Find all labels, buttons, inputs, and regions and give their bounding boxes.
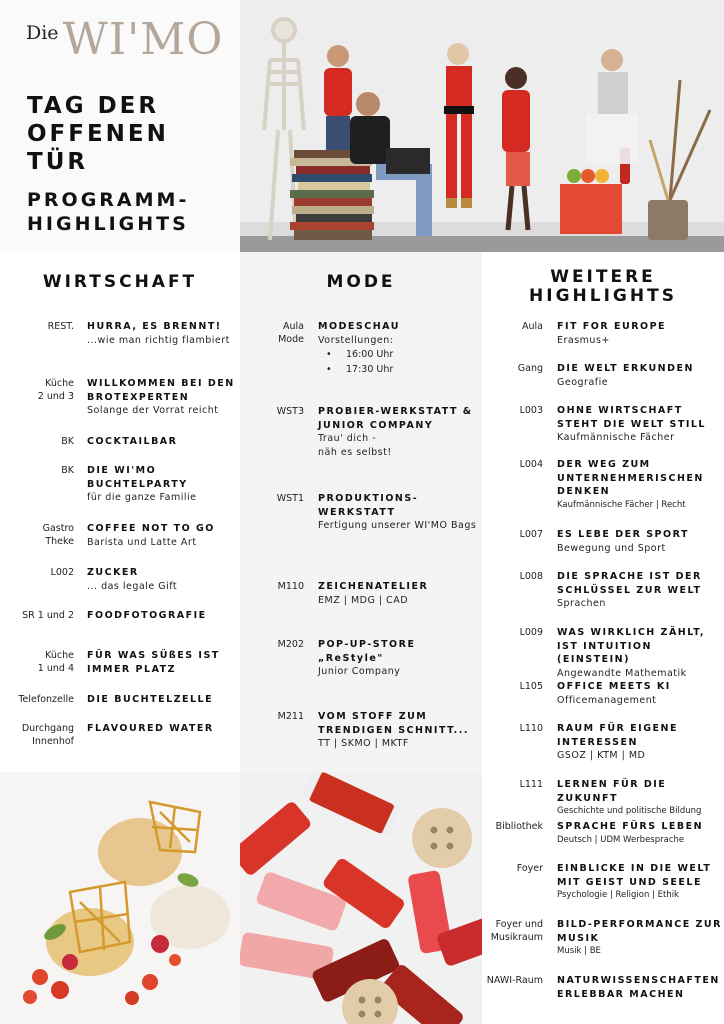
room-label: BK (61, 436, 74, 447)
program-entry (482, 680, 722, 707)
program-entry (482, 320, 722, 347)
column-weitere-highlights (482, 252, 724, 1024)
room-label: Gastro Theke (42, 523, 74, 547)
program-entry (0, 435, 238, 449)
program-entry (240, 492, 480, 533)
room-label: L003 (519, 405, 543, 416)
program-entry (482, 918, 722, 958)
thread-spools-photo (240, 772, 482, 1024)
room-label: M211 (277, 711, 304, 722)
entry-subtitle: ...wie man richtig flambiert (87, 334, 230, 346)
room-label: WST1 (276, 493, 304, 504)
entry-title: WILLKOMMEN BEI DEN BROTEXPERTEN (87, 378, 235, 403)
entry-subtitle: Junior Company (318, 666, 401, 677)
room-label: REST. (47, 321, 74, 332)
room-label: M202 (277, 639, 304, 650)
entry-subtitle: Vorstellungen: (318, 334, 394, 346)
title-line: TÜR (27, 149, 89, 175)
program-entry (0, 693, 238, 707)
column-wirtschaft (0, 252, 240, 772)
program-entry (0, 609, 238, 623)
dessert-photo (0, 772, 240, 1024)
entry-subtitle: Erasmus+ (557, 334, 610, 346)
entry-subtitle: für die ganze Familie (87, 492, 197, 503)
room-label: Küche 2 und 3 (37, 378, 74, 402)
room-label: L002 (50, 567, 74, 578)
program-entry (482, 404, 722, 445)
entry-title: DIE SPRACHE IST DER SCHLÜSSEL ZUR WELT (557, 571, 702, 596)
wimo-logo (26, 14, 223, 66)
entry-subtitle: Geografie (557, 376, 609, 388)
hero-photo (240, 0, 724, 252)
program-entry (482, 974, 722, 1001)
showtime: • 17:30 Uhr (318, 362, 480, 377)
entry-subtitle: Solange der Vorrat reicht (87, 405, 219, 416)
room-label: Aula (522, 321, 543, 332)
program-entry (482, 722, 722, 763)
room-label: SR 1 und 2 (22, 610, 74, 621)
entry-title: POP-UP-STORE „ReStyle" (318, 639, 416, 664)
entry-title: WAS WIRKLICH ZÄHLT, IST INTUITION (EINSTEIN) (557, 627, 705, 665)
entry-title: RAUM FÜR EIGENE INTERESSEN (557, 723, 678, 748)
room-label: M110 (277, 581, 304, 592)
entry-title: EINBLICKE IN DIE WELT MIT GEIST UND SEELE (557, 863, 712, 888)
entry-title: LERNEN FÜR DIE ZUKUNFT (557, 779, 667, 804)
room-label: Foyer und Musikraum (490, 919, 543, 943)
room-label: L009 (519, 627, 543, 638)
heading-line: WEITERE (550, 267, 656, 287)
entry-subtitle: Barista und Latte Art (87, 536, 197, 548)
room-label: L007 (519, 529, 543, 540)
program-entry (482, 862, 722, 902)
entry-title: ZEICHENATELIER (318, 581, 429, 592)
program-entry (482, 778, 722, 818)
program-entry (482, 528, 722, 555)
program-entry (240, 580, 480, 607)
program-entry (482, 626, 722, 680)
entry-subtitle: Sprachen (557, 598, 606, 609)
entry-title: DER WEG ZUM UNTERNEHMERISCHEN DENKEN (557, 459, 704, 497)
entry-title: HURRA, ES BRENNT! (87, 321, 222, 332)
dessert-illustration (0, 772, 240, 1024)
entry-title: PRODUKTIONS-WERKSTATT (318, 493, 419, 518)
entry-title: DIE WELT ERKUNDEN (557, 363, 694, 374)
entry-title: ES LEBE DER SPORT (557, 529, 689, 540)
entry-title: COCKTAILBAR (87, 436, 178, 447)
program-entry (240, 405, 480, 459)
thread-spools-illustration (240, 772, 482, 1024)
header-panel (0, 0, 240, 252)
page-subtitle (27, 188, 189, 236)
entry-subtitle: Officemanagement (557, 694, 657, 706)
entry-title: DIE WI'MO BUCHTELPARTY (87, 465, 188, 490)
entry-title: FOODFOTOGRAFIE (87, 610, 207, 621)
room-label: L105 (519, 681, 543, 692)
room-label: Telefonzelle (18, 694, 74, 705)
subtitle-line: PROGRAMM- (27, 189, 190, 211)
page-title (27, 92, 169, 176)
room-label: Foyer (516, 863, 543, 874)
program-entry (0, 377, 238, 418)
room-label: Aula Mode (278, 321, 304, 345)
entry-subtitle: TT | SKMO | MKTF (318, 738, 409, 749)
room-label: Durchgang Innenhof (21, 723, 74, 747)
entry-title: PROBIER-WERKSTATT & JUNIOR COMPANY (318, 406, 473, 431)
entry-subtitle: ... das legale Gift (87, 580, 178, 592)
program-entry (482, 458, 722, 512)
logo-die: Die (26, 22, 59, 44)
program-entry (0, 464, 238, 505)
program-entry (0, 522, 238, 549)
entry-subtitle: Kaufmännische Fächer | Recht (557, 499, 686, 510)
entry-subtitle: Kaufmännische Fächer (557, 432, 675, 443)
program-entry (482, 362, 722, 389)
room-label: L008 (519, 571, 543, 582)
program-entry (0, 722, 238, 748)
room-label: NAWI-Raum (486, 975, 543, 986)
room-label: L111 (519, 779, 543, 790)
entry-title: OFFICE MEETS KI (557, 681, 671, 692)
entry-subtitle: Bewegung und Sport (557, 542, 666, 554)
heading-line: HIGHLIGHTS (529, 286, 677, 306)
column-heading (482, 268, 724, 306)
entry-title: VOM STOFF ZUM TRENDIGEN SCHNITT... (318, 711, 470, 736)
entry-subtitle: GSOZ | KTM | MD (557, 750, 646, 761)
entry-title: OHNE WIRTSCHAFT STEHT DIE WELT STILL (557, 405, 706, 430)
showtime-list (318, 347, 480, 377)
column-mode (240, 252, 482, 772)
entry-subtitle: EMZ | MDG | CAD (318, 594, 409, 606)
room-label: WST3 (276, 406, 304, 417)
column-heading: MODE (326, 272, 396, 292)
title-line: TAG DER (27, 93, 160, 119)
entry-title: FLAVOURED WATER (87, 723, 214, 734)
program-entry (240, 320, 480, 377)
program-entry (0, 320, 238, 347)
program-entry (482, 570, 722, 611)
room-label: Bibliothek (495, 821, 543, 832)
entry-title: NATURWISSENSCHAFTEN ERLEBBAR MACHEN (557, 975, 720, 1000)
entry-title: FIT FOR EUROPE (557, 321, 667, 332)
program-entry (482, 820, 722, 847)
entry-title: DIE BUCHTELZELLE (87, 694, 214, 705)
title-line: OFFENEN (27, 121, 169, 147)
room-label: BK (61, 465, 74, 476)
entry-subtitle: Deutsch | UDM Werbesprache (557, 834, 685, 845)
logo-wimo: WI'MO (62, 14, 224, 65)
subtitle-line: HIGHLIGHTS (27, 213, 189, 235)
program-entry (0, 566, 238, 593)
column-heading: WIRTSCHAFT (42, 272, 198, 292)
program-entry (240, 710, 480, 751)
program-entry (240, 638, 480, 679)
entry-subtitle: Fertigung unserer WI'MO Bags (318, 520, 477, 531)
entry-subtitle: Musik | BE (557, 946, 601, 956)
room-label: Küche 1 und 4 (37, 650, 74, 674)
room-label: L004 (519, 459, 543, 470)
room-label: L110 (519, 723, 543, 734)
entry-title: MODESCHAU (318, 321, 400, 332)
entry-subtitle: Psychologie | Religion | Ethik (557, 890, 679, 900)
entry-title: BILD-PERFORMANCE ZUR MUSIK (557, 919, 722, 944)
entry-title: FÜR WAS SÜßES IST IMMER PLATZ (87, 650, 220, 675)
entry-title: ZUCKER (87, 567, 139, 578)
room-label: Gang (517, 363, 543, 374)
entry-title: COFFEE NOT TO GO (87, 523, 215, 534)
showtime: • 16:00 Uhr (318, 347, 480, 362)
program-entry (0, 649, 238, 676)
hero-photo-illustration (240, 0, 724, 252)
entry-title: SPRACHE FÜRS LEBEN (557, 821, 704, 832)
entry-subtitle: Geschichte und politische Bildung (557, 806, 702, 816)
entry-subtitle: Trau' dich - näh es selbst! (318, 433, 392, 458)
entry-subtitle: Angewandte Mathematik (557, 667, 687, 679)
